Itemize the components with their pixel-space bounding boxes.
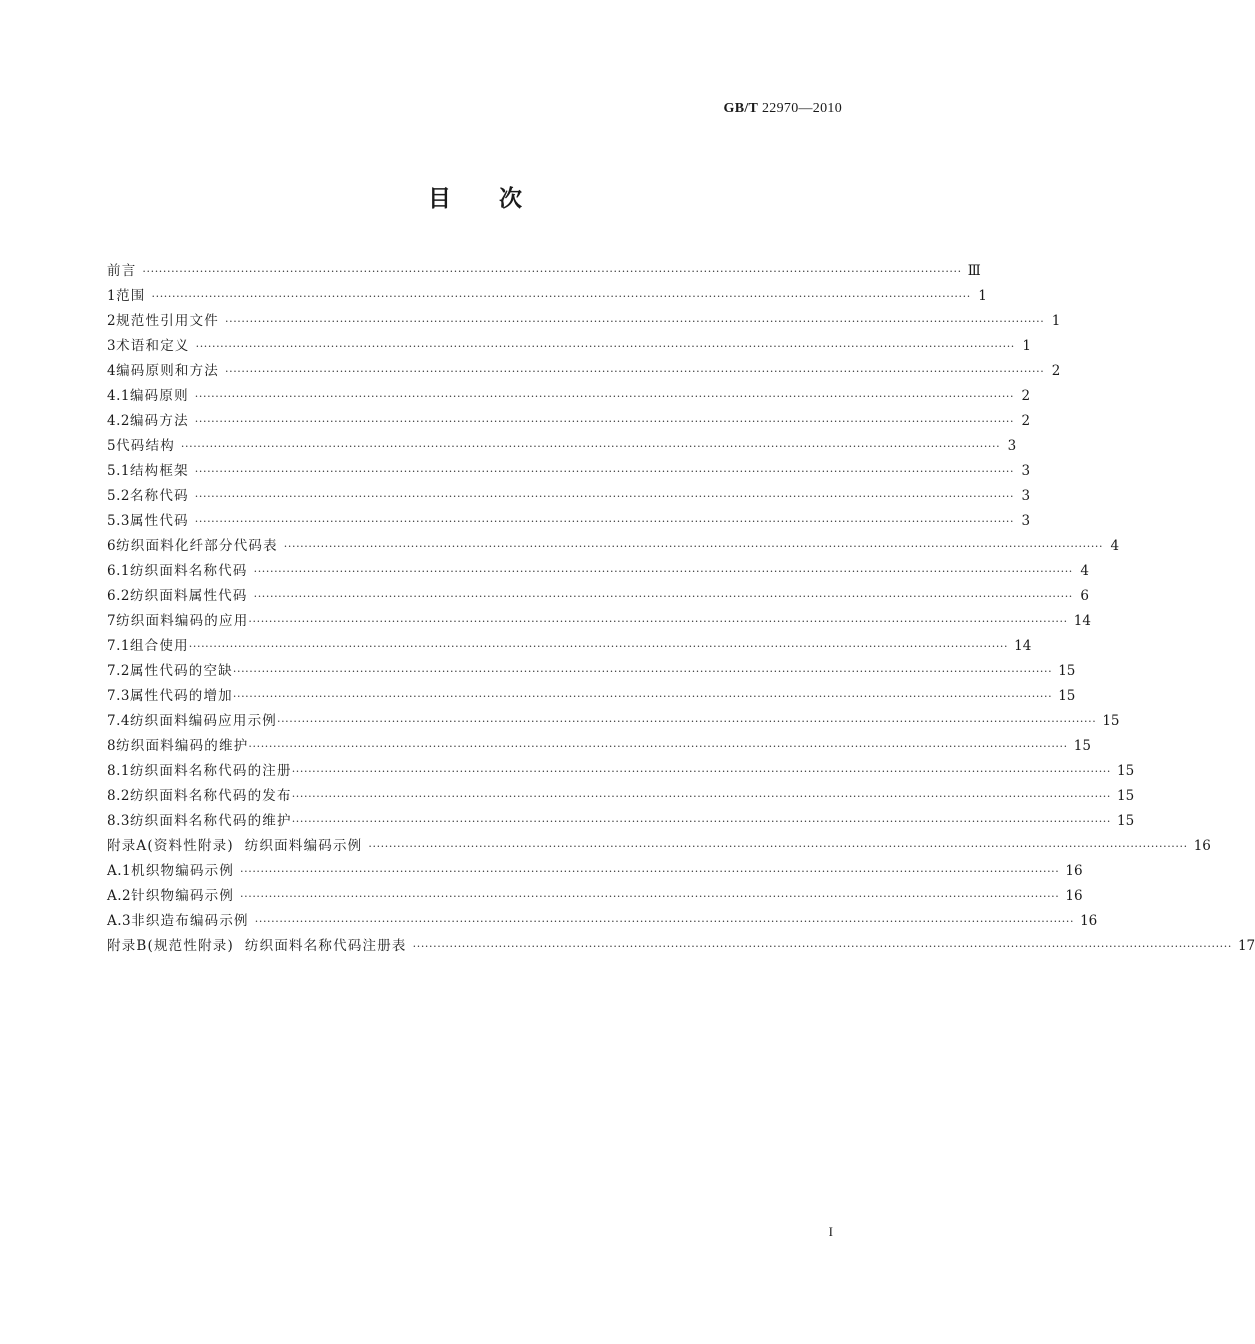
toc-entry-page: 16 bbox=[1065, 863, 1083, 879]
toc-entry-label: 前言 bbox=[107, 263, 137, 279]
toc-entry-page: 4 bbox=[1110, 538, 1120, 554]
toc-entry-label: 属性代码 bbox=[129, 513, 189, 529]
toc-entry-label: 机织物编码示例 bbox=[131, 863, 235, 879]
toc-entry[interactable] bbox=[107, 259, 981, 284]
toc-entry-number: 7.3 bbox=[107, 688, 130, 704]
toc-entry-label: 纺织面料名称代码的发布 bbox=[129, 788, 292, 804]
toc-leader-dots: ········································································································································································································ bbox=[194, 390, 1015, 403]
standard-code: 22970—2010 bbox=[762, 101, 842, 116]
toc-entry-page: 1 bbox=[978, 288, 987, 304]
toc-entry-number: 7.4 bbox=[107, 713, 130, 729]
toc-entry[interactable] bbox=[107, 684, 1076, 709]
toc-entry[interactable] bbox=[107, 309, 1061, 334]
toc-entry[interactable] bbox=[107, 284, 987, 309]
toc-entry-label: 规范性引用文件 bbox=[116, 313, 219, 329]
toc-entry[interactable] bbox=[107, 734, 1091, 759]
toc-leader-dots: ········································································································································································································ bbox=[291, 790, 1112, 803]
toc-entry[interactable] bbox=[107, 409, 1031, 434]
toc-entry-page: 3 bbox=[1021, 488, 1031, 504]
toc-entry-page: 15 bbox=[1058, 663, 1076, 679]
toc-entry-label: 编码原则和方法 bbox=[116, 363, 219, 379]
toc-entry-number: 7.2 bbox=[107, 663, 130, 679]
toc-leader-dots: ········································································································································································································ bbox=[283, 540, 1104, 553]
toc-entry-number: 5.3 bbox=[107, 513, 130, 529]
toc-leader-dots: ········································································································································································································ bbox=[412, 940, 1232, 953]
toc-entry-number: 5.1 bbox=[107, 463, 130, 479]
toc-entry-number: 7.1 bbox=[107, 638, 130, 654]
toc-entry-page: 3 bbox=[1021, 463, 1031, 479]
toc-entry-number: 8 bbox=[107, 738, 117, 754]
toc-entry-page: Ⅲ bbox=[967, 263, 981, 279]
toc-entry-number: 5 bbox=[107, 438, 117, 454]
toc-leader-dots: ········································································································································································································ bbox=[291, 815, 1112, 828]
toc-leader-dots: ········································································································································································································ bbox=[225, 365, 1045, 378]
toc-leader-dots: ········································································································································································································ bbox=[180, 440, 1001, 453]
toc-entry[interactable] bbox=[107, 534, 1120, 559]
toc-leader-dots: ········································································································································································································ bbox=[291, 765, 1112, 778]
toc-entry-number: 8.1 bbox=[107, 763, 130, 779]
toc-entry-label: 纺织面料名称代码的注册 bbox=[129, 763, 292, 779]
toc-entry[interactable] bbox=[107, 709, 1120, 734]
toc-entry[interactable] bbox=[107, 359, 1061, 384]
toc-entry-page: 15 bbox=[1117, 788, 1135, 804]
toc-entry-label: 组合使用 bbox=[129, 638, 189, 654]
toc-entry[interactable] bbox=[107, 809, 1135, 834]
toc-entry-page: 17 bbox=[1237, 938, 1255, 954]
toc-entry[interactable] bbox=[107, 584, 1089, 609]
toc-entry[interactable] bbox=[107, 634, 1032, 659]
toc-leader-dots: ········································································································································································································ bbox=[253, 590, 1073, 603]
toc-entry-page: 14 bbox=[1014, 638, 1032, 654]
toc-entry-number: 4.1 bbox=[107, 388, 130, 404]
toc-entry-label: 附录B(规范性附录) 纺织面料名称代码注册表 bbox=[107, 938, 407, 954]
toc-entry[interactable] bbox=[107, 459, 1031, 484]
toc-entry-label: 术语和定义 bbox=[116, 338, 190, 354]
toc-entry-number: 5.2 bbox=[107, 488, 130, 504]
toc-entry-label: 附录A(资料性附录) 纺织面料编码示例 bbox=[107, 838, 363, 854]
toc-leader-dots: ········································································································································································································ bbox=[240, 890, 1060, 903]
toc-leader-dots: ········································································································································································································ bbox=[195, 340, 1015, 353]
toc-entry[interactable] bbox=[107, 884, 1083, 909]
toc-entry-number: 6.2 bbox=[107, 588, 130, 604]
toc-entry-page: 15 bbox=[1058, 688, 1076, 704]
toc-entry-page: 3 bbox=[1021, 513, 1031, 529]
toc-entry-number: 6 bbox=[107, 538, 117, 554]
toc-entry-number: 8.3 bbox=[107, 813, 130, 829]
toc-entry[interactable] bbox=[107, 834, 1211, 859]
toc-entry[interactable] bbox=[107, 609, 1091, 634]
toc-entry-label: 范围 bbox=[116, 288, 146, 304]
toc-entry-page: 14 bbox=[1073, 613, 1091, 629]
toc-entry[interactable] bbox=[107, 559, 1089, 584]
toc-leader-dots: ········································································································································································································ bbox=[151, 290, 971, 303]
toc-entry-number: 6.1 bbox=[107, 563, 130, 579]
toc-leader-dots: ········································································································································································································ bbox=[254, 915, 1075, 928]
toc-entry-label: 结构框架 bbox=[129, 463, 189, 479]
toc-entry-page: 15 bbox=[1117, 813, 1135, 829]
toc-entry[interactable] bbox=[107, 384, 1031, 409]
toc-leader-dots: ········································································································································································································ bbox=[225, 315, 1045, 328]
toc-entry-number: A.3 bbox=[107, 913, 132, 929]
toc-entry-label: 纺织面料编码应用示例 bbox=[129, 713, 277, 729]
toc-entry[interactable] bbox=[107, 434, 1017, 459]
toc-entry-label: 编码方法 bbox=[129, 413, 189, 429]
toc-entry-number: 2 bbox=[107, 313, 117, 329]
toc-entry[interactable] bbox=[107, 484, 1031, 509]
toc-entry-label: 属性代码的增加 bbox=[129, 688, 233, 704]
toc-entry-page: 15 bbox=[1073, 738, 1091, 754]
toc-leader-dots: ········································································································································································································ bbox=[194, 515, 1015, 528]
toc-entry-label: 非织造布编码示例 bbox=[131, 913, 249, 929]
toc-leader-dots: ········································································································································································································ bbox=[276, 715, 1097, 728]
toc-entry[interactable] bbox=[107, 759, 1135, 784]
toc-entry-number: 4.2 bbox=[107, 413, 130, 429]
toc-entry-number: A.2 bbox=[107, 888, 132, 904]
toc-leader-dots: ········································································································································································································ bbox=[248, 740, 1068, 753]
toc-entry-page: 16 bbox=[1065, 888, 1083, 904]
toc-entry-number: 4 bbox=[107, 363, 117, 379]
page-folio: I bbox=[828, 1224, 833, 1239]
toc-entry-page: 6 bbox=[1080, 588, 1089, 604]
toc-entry[interactable] bbox=[107, 659, 1076, 684]
toc-entry-number: 7 bbox=[107, 613, 117, 629]
toc-entry-label: 针织物编码示例 bbox=[131, 888, 235, 904]
toc-entry-label: 名称代码 bbox=[129, 488, 189, 504]
toc-leader-dots: ········································································································································································································ bbox=[248, 615, 1068, 628]
toc-entry-label: 纺织面料编码的应用 bbox=[116, 613, 249, 629]
table-of-contents bbox=[107, 259, 1255, 959]
toc-entry-label: 纺织面料化纤部分代码表 bbox=[116, 538, 278, 554]
toc-entry-number: 1 bbox=[107, 288, 117, 304]
toc-entry-label: 编码原则 bbox=[129, 388, 189, 404]
toc-entry-page: 2 bbox=[1021, 388, 1031, 404]
toc-entry-page: 1 bbox=[1051, 313, 1061, 329]
toc-entry[interactable] bbox=[107, 334, 1031, 359]
toc-entry[interactable] bbox=[107, 509, 1031, 534]
toc-entry-page: 15 bbox=[1117, 763, 1135, 779]
toc-entry-label: 属性代码的空缺 bbox=[129, 663, 233, 679]
toc-leader-dots: ········································································································································································································ bbox=[194, 415, 1015, 428]
toc-leader-dots: ········································································································································································································ bbox=[188, 640, 1009, 653]
toc-leader-dots: ········································································································································································································ bbox=[142, 265, 962, 278]
toc-entry[interactable] bbox=[107, 909, 1098, 934]
toc-entry[interactable] bbox=[107, 934, 1255, 959]
toc-entry-label: 纺织面料名称代码的维护 bbox=[129, 813, 292, 829]
toc-entry-label: 纺织面料编码的维护 bbox=[116, 738, 249, 754]
toc-entry-page: 1 bbox=[1022, 338, 1031, 354]
toc-leader-dots: ········································································································································································································ bbox=[194, 490, 1015, 503]
toc-entry-label: 纺织面料名称代码 bbox=[129, 563, 248, 579]
toc-entry[interactable] bbox=[107, 784, 1135, 809]
toc-entry-page: 2 bbox=[1021, 413, 1031, 429]
toc-entry-page: 2 bbox=[1051, 363, 1061, 379]
standard-prefix: GB/T bbox=[723, 101, 759, 116]
toc-entry-page: 4 bbox=[1080, 563, 1089, 579]
toc-entry-number: 3 bbox=[107, 338, 117, 354]
toc-leader-dots: ········································································································································································································ bbox=[240, 865, 1060, 878]
toc-leader-dots: ········································································································································································································ bbox=[232, 690, 1053, 703]
toc-entry-label: 代码结构 bbox=[116, 438, 175, 454]
toc-leader-dots: ········································································································································································································ bbox=[368, 840, 1188, 853]
toc-entry-page: 16 bbox=[1193, 838, 1211, 854]
toc-entry[interactable] bbox=[107, 859, 1083, 884]
page-title: 目次 bbox=[428, 186, 570, 212]
toc-leader-dots: ········································································································································································································ bbox=[253, 565, 1073, 578]
standard-number bbox=[724, 101, 842, 117]
toc-entry-page: 15 bbox=[1102, 713, 1120, 729]
toc-entry-number: A.1 bbox=[107, 863, 132, 879]
toc-leader-dots: ········································································································································································································ bbox=[194, 465, 1015, 478]
toc-entry-number: 8.2 bbox=[107, 788, 130, 804]
toc-entry-page: 3 bbox=[1007, 438, 1017, 454]
toc-entry-page: 16 bbox=[1080, 913, 1098, 929]
toc-entry-label: 纺织面料属性代码 bbox=[129, 588, 248, 604]
toc-leader-dots: ········································································································································································································ bbox=[232, 665, 1053, 678]
